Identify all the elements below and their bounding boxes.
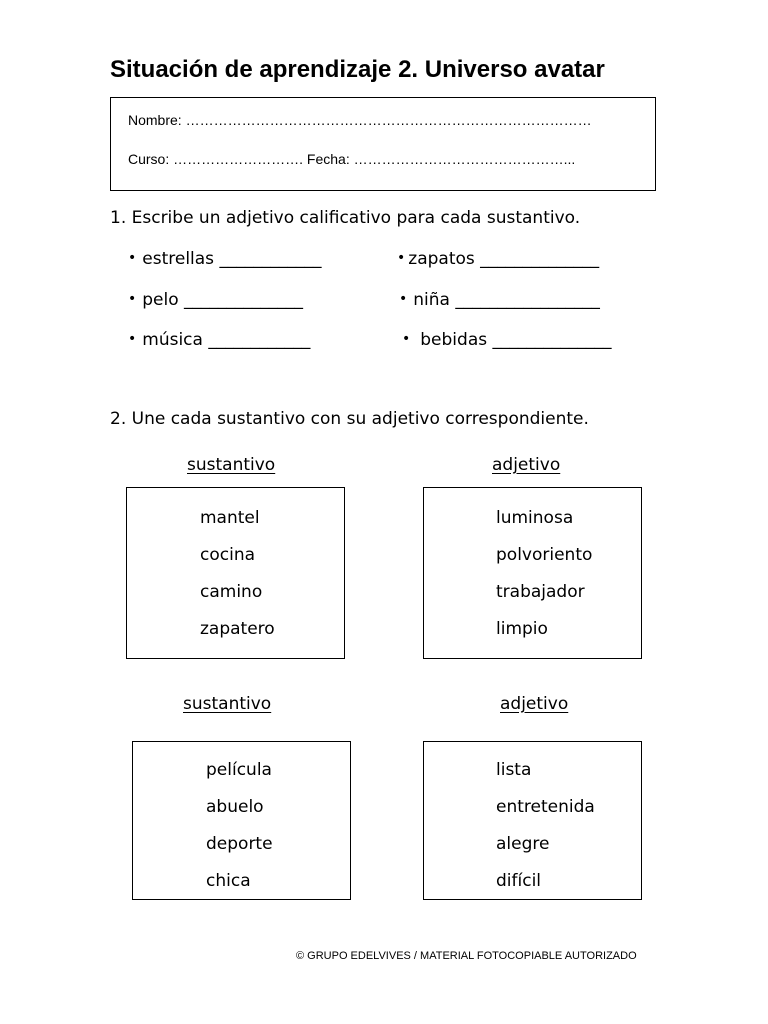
adjective-word: trabajador	[496, 582, 585, 602]
noun-word: deporte	[206, 834, 273, 854]
noun-word: camino	[200, 582, 263, 602]
adjective-word: lista	[496, 760, 532, 780]
noun-word: chica	[206, 871, 251, 891]
noun-word: película	[206, 760, 272, 780]
exercise-1-item	[128, 290, 303, 310]
adjective-word: entretenida	[496, 797, 595, 817]
page-title: Situación de aprendizaje 2. Universo avatar	[110, 56, 605, 83]
bullet-icon: •	[397, 250, 406, 266]
adjective-word: difícil	[496, 871, 542, 891]
exercise-1-item-text: pelo ______________	[142, 290, 304, 310]
exercise-1-item-text: niña _________________	[413, 290, 600, 310]
noun-word: cocina	[200, 545, 256, 565]
bullet-icon: •	[128, 291, 137, 307]
noun-word: abuelo	[206, 797, 264, 817]
exercise-1-item	[402, 330, 612, 350]
adjective-word: alegre	[496, 834, 550, 854]
noun-word: mantel	[200, 508, 260, 528]
noun-word: zapatero	[200, 619, 275, 639]
copyright-footer: © GRUPO EDELVIVES / MATERIAL FOTOCOPIABLE AUTORIZADO	[296, 950, 637, 962]
course-date-field-line: Curso: ………………………. Fecha: ………………………………………...	[128, 151, 576, 167]
name-field-line: Nombre: ……………………………………………………………………………	[128, 112, 592, 128]
bullet-icon: •	[128, 250, 137, 266]
bullet-icon: •	[402, 331, 411, 347]
exercise-1-item	[128, 330, 310, 350]
exercise-1-item	[397, 249, 599, 269]
exercise-1-item-text: música ____________	[142, 330, 311, 350]
noun-heading: sustantivo	[183, 694, 272, 714]
exercise-1-item-text: zapatos ______________	[408, 249, 600, 269]
adjective-word: limpio	[496, 619, 548, 639]
noun-box	[132, 741, 351, 900]
student-info-box	[110, 97, 656, 191]
adjective-heading: adjetivo	[500, 694, 569, 714]
bullet-icon: •	[399, 291, 408, 307]
exercise-1-item-text: bebidas ______________	[420, 330, 612, 350]
noun-heading: sustantivo	[187, 455, 276, 475]
bullet-icon: •	[128, 331, 137, 347]
exercise-1-item	[128, 249, 321, 269]
exercise-1-item-text: estrellas ____________	[142, 249, 322, 269]
exercise-2-instruction: 2. Une cada sustantivo con su adjetivo correspondiente.	[110, 409, 589, 429]
adjective-word: luminosa	[496, 508, 574, 528]
adjective-heading: adjetivo	[492, 455, 561, 475]
exercise-1-instruction: 1. Escribe un adjetivo calificativo para cada sustantivo.	[110, 208, 581, 228]
adjective-word: polvoriento	[496, 545, 593, 565]
exercise-1-item	[399, 290, 600, 310]
adjective-box	[423, 487, 642, 659]
adjective-box	[423, 741, 642, 900]
noun-box	[126, 487, 345, 659]
